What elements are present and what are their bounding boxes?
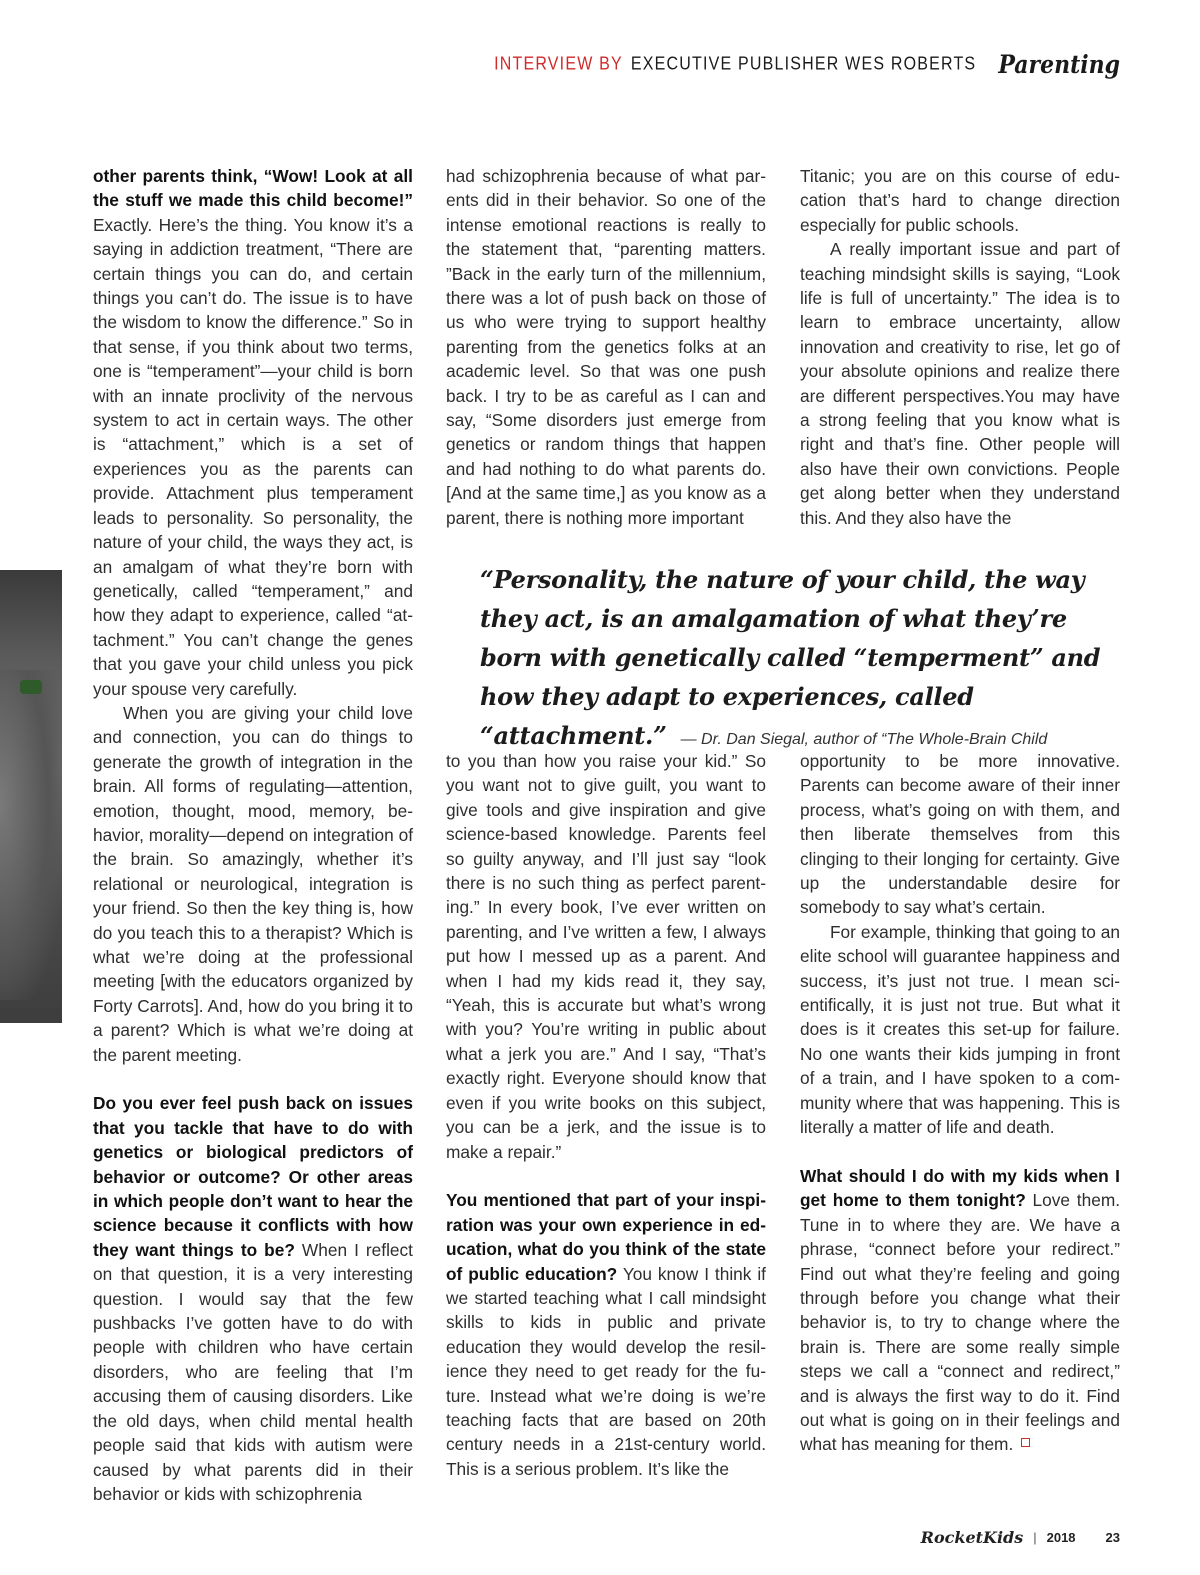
photo-detail — [20, 680, 42, 694]
page-number: 23 — [1105, 1530, 1120, 1545]
photo-shading — [0, 670, 62, 1000]
paragraph: Titanic; you are on this course of education that’s hard to change direction especially for public schools. — [800, 166, 1120, 235]
paragraph: opportunity to be more innovative. Parents can become aware of their inner process, what’s going on with them, and then liberate themselves from this clinging to their longing for certainty. Give up the understandable desire for somebody to say what’s certain. — [800, 751, 1120, 918]
end-mark-icon — [1021, 1438, 1030, 1447]
article-column-3-top — [800, 164, 1120, 530]
section-title: Parenting — [998, 50, 1120, 80]
page-footer — [921, 1528, 1120, 1547]
pull-quote-text: “Personality, the nature of your child, the way they act, is an amalgamation of what they’re born with genetically called “temperment” and how they adapt to experiences, called “attachment.” — [480, 565, 1101, 750]
answer-text: You know I think if we started teaching what I call mindsight skills to kids in public and private education they would develop the resilience they need to get ready for the future. Instead what we’re doing is we’re teaching facts that are based on 20th century needs in a 21st-century world. This is a serious problem. It’s like the — [446, 1263, 766, 1479]
paragraph: When you are giving your child love and connection, you can do things to generate the growth of integration in the brain. All forms of regulating—attention, emotion, thought, mood, memory, behavior, morality—depend on integration of the brain. So amazingly, whether it’s relational or neurological, integration is your friend. So then the key thing is, how do you teach this to a therapist? Which is what we’re doing at the professional meeting [with the educators organized by Forty Carrots]. And, how do you bring it to a parent? Which is what we’re doing at the parent meeting. — [93, 702, 413, 1065]
pull-quote — [480, 560, 1130, 759]
paragraph — [93, 1091, 413, 1506]
question-text: What should I do with my kids when I get home to them tonight? — [800, 1165, 1120, 1211]
paragraph: For example, thinking that going to an elite school will guarantee happiness and success, it’s just not true. I mean scientifically, it is just not true. But what it does is it creates this set-up for failure. No one wants their kids jumping in front of a train, and I have spoken to a community where that was happening. This is literally a matter of life and death. — [800, 921, 1120, 1138]
question-text: other parents think, “Wow! Look at all the stuff we made this child become!” — [93, 166, 413, 211]
question-text: Do you ever feel push back on issues that you tackle that have to do with genetics or biological predictors of behavior or outcome? Or other areas in which people don’t want to hear the science because it conflicts with how they want things to be? — [93, 1093, 413, 1260]
answer-text: Love them. Tune in to where they are. We have a phrase, “connect before your redirect.” Find out what they’re feeling and going through before you change what their behavior is, to try to change where the brain is. There are some really simple steps we call a “connect and redirect,” and is always the first way to do it. Find out what is going on in their feelings and what has meaning for them. — [800, 1190, 1121, 1455]
paragraph: had schizophrenia because of what parents did in their behavior. So one of the intense emotional reactions is really to the statement that, “parenting matters. ”Back in the early turn of the millennium, there was a lot of push back on those of us who were trying to support healthy parenting from the genetics folks at an academic level. So that was one push back. I try to be as careful as I can and say, “Some disorders just emerge from genetics or random things that happen and had nothing to do what parents do. [And at the same time,] as you know as a parent, there is nothing more important — [446, 166, 766, 528]
interviewee-photo — [0, 570, 62, 1023]
article-column-2-top — [446, 164, 766, 530]
question-text: You mentioned that part of your inspiration was your own experience in education, what do you think of the state of public education? — [446, 1190, 766, 1284]
article-column-2-bottom — [446, 749, 766, 1481]
page-header — [494, 48, 1120, 83]
footer-separator: | — [1033, 1530, 1037, 1545]
paragraph: to you than how you raise your kid.” So you want not to give guilt, you want to give tools and give inspiration and give science-based knowledge. Parents feel so guilty anyway, and I’ll just say “look there is no such thing as perfect parenting.” In every book, I’ve ever written on parenting, and I’ve written a few, I always put how I messed up as a parent. And when I had my kids read it, they say, “Yeah, this is accurate but what’s wrong with you? You’re writing in public about what a jerk you are.” And I say, “That’s exactly right. Everyone should know that even if you write books on this subject, you can be a jerk, and the issue is to make a repair.” — [446, 751, 766, 1162]
article-column-1 — [93, 164, 413, 1506]
answer-text: When I reflect on that question, it is a very interesting question. I would say that the few pushbacks I’ve gotten have to do with people with children who have certain disorders, who are feeling that I’m accusing them of causing disorders. Like the old days, when child mental health people said that kids with autism were caused by what parents did in their behavior or kids with schizophrenia — [93, 1239, 413, 1504]
paragraph — [93, 164, 413, 701]
byline-accent: INTERVIEW BY — [494, 54, 623, 75]
paragraph: A really important issue and part of teaching mindsight skills is saying, “Look life is full of uncertainty.” The idea is to learn to embrace uncertainty, allow innovation and creativity to rise, let go of your absolute opinions and realize there are different perspectives.You may have a strong feeling that you know what is right and that’s fine. Other people will also have their own convictions. People get along better when they understand this. And they also have the — [800, 239, 1120, 528]
byline-name: EXECUTIVE PUBLISHER WES ROBERTS — [630, 54, 977, 75]
answer-text: Exactly. Here’s the thing. You know it’s a saying in addiction treatment, “There are certain things you can do, and certain things you can’t do. The issue is to have the wisdom to know the difference.” So in that sense, if you think about two terms, one is “temperament”—your child is born with an innate proclivity of the nervous system to act in certain ways. The other is “attachment,” which is a set of experiences you as the parents can provide. Attachment plus temperament leads to personality. So personality, the nature of your child, the ways they act, is an amalgam of what they’re born with genetically, called “temperament,” and how they adapt to experience, called “attachment.” You can’t change the genes that you gave your child unless you pick your spouse very carefully. — [93, 214, 413, 699]
pull-quote-attribution: — Dr. Dan Siegal, author of “The Whole-Brain Child — [680, 731, 1048, 748]
article-column-3-bottom — [800, 749, 1120, 1457]
magazine-logo: RocketKids — [920, 1528, 1024, 1547]
paragraph — [446, 1188, 766, 1481]
paragraph — [800, 1164, 1120, 1457]
issue-year: 2018 — [1046, 1530, 1076, 1545]
